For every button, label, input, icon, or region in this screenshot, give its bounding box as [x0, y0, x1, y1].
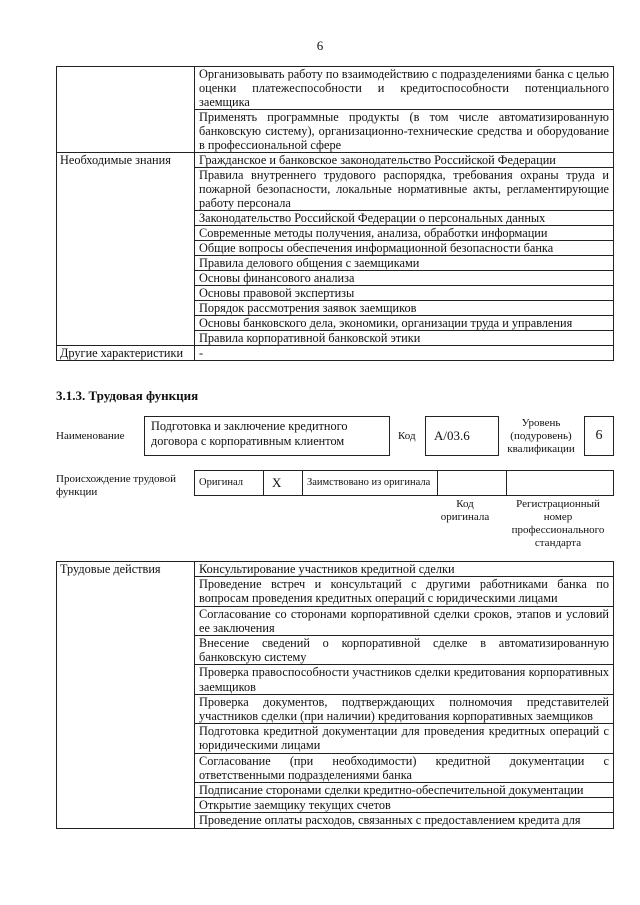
origin-table: [194, 470, 614, 496]
row-text: -: [195, 346, 614, 361]
row-text: Открытие заемщику текущих счетов: [195, 798, 614, 813]
row-text: Проверка документов, подтверждающих полномочия представителей участников сделки (при наличии) кредитования корпоративных заемщиков: [195, 694, 614, 723]
row-text: Правила внутреннего трудового распорядка, требования охраны труда и пожарной безопасности, локальные нормативные акты, регламентирующие работу персонала: [195, 168, 614, 211]
origin-label: Происхождение трудовой функции: [56, 473, 177, 498]
row-text: Порядок рассмотрения заявок заемщиков: [195, 301, 614, 316]
row-text: Гражданское и банковское законодательство Российской Федерации: [195, 153, 614, 168]
row-category: Другие характеристики: [57, 346, 195, 361]
reg-number-label: Регистрационный номер профессионального стандарта: [511, 498, 605, 549]
original-label: Оригинал: [195, 471, 264, 496]
row-text: Применять программные продукты (в том числе автоматизированную банковскую систему), организационно-технические средства и оборудование в профессиональной сфере: [195, 110, 614, 153]
row-text: Согласование со сторонами корпоративной сделки сроков, этапов и условий ее заключения: [195, 606, 614, 635]
row-text: Законодательство Российской Федерации о персональных данных: [195, 211, 614, 226]
table-row: [57, 67, 614, 110]
row-text: Консультирование участников кредитной сделки: [195, 562, 614, 577]
row-text: Общие вопросы обеспечения информационной безопасности банка: [195, 241, 614, 256]
table-row: [57, 153, 614, 168]
reg-number-cell: [507, 471, 614, 496]
row-text: Организовывать работу по взаимодействию с подразделениями банка с целью оценки платежеспособности и кредитоспособности потенциального заемщика: [195, 67, 614, 110]
borrowed-label: Заимствовано из оригинала: [303, 471, 438, 496]
origin-code-cell: [438, 471, 507, 496]
qualification-level-box: 6: [584, 416, 614, 456]
row-text: Внесение сведений о корпоративной сделке в автоматизированную банковскую систему: [195, 636, 614, 665]
row-text: Современные методы получения, анализа, обработки информации: [195, 226, 614, 241]
row-text: Подписание сторонами сделки кредитно-обеспечительной документации: [195, 783, 614, 798]
row-text: Подготовка кредитной документации для проведения кредитных операций с юридическими лицами: [195, 724, 614, 753]
row-category: Трудовые действия: [57, 562, 195, 829]
row-text: Правила корпоративной банковской этики: [195, 331, 614, 346]
original-mark: X: [264, 471, 303, 496]
labor-actions-table: [56, 561, 614, 829]
row-text: Основы финансового анализа: [195, 271, 614, 286]
row-text: Проведение встреч и консультаций с другими работниками банка по вопросам проведения кредитных операций с юридическими лицами: [195, 577, 614, 606]
name-label: Наименование: [56, 430, 125, 442]
code-label: Код: [398, 430, 416, 442]
row-text: Проведение оплаты расходов, связанных с предоставлением кредита для: [195, 813, 614, 828]
row-text: Основы правовой экспертизы: [195, 286, 614, 301]
origin-code-label: Код оригинала: [440, 498, 490, 523]
knowledge-table: [56, 66, 614, 361]
level-label: Уровень (подуровень) квалификации: [507, 417, 575, 455]
table-row: [57, 562, 614, 577]
row-text: Проверка правоспособности участников сделки кредитования корпоративных заемщиков: [195, 665, 614, 694]
section-heading: 3.1.3. Трудовая функция: [56, 388, 199, 403]
row-text: Основы банковского дела, экономики, организации труда и управления: [195, 316, 614, 331]
function-name-box: Подготовка и заключение кредитного договора с корпоративным клиентом: [144, 416, 390, 456]
row-text: Правила делового общения с заемщиками: [195, 256, 614, 271]
page-number: 6: [316, 38, 324, 53]
row-category: [57, 67, 195, 153]
table-row: [57, 346, 614, 361]
function-code-box: А/03.6: [425, 416, 499, 456]
row-category: Необходимые знания: [57, 153, 195, 346]
row-text: Согласование (при необходимости) кредитной документации с ответственными подразделениями банка: [195, 753, 614, 782]
